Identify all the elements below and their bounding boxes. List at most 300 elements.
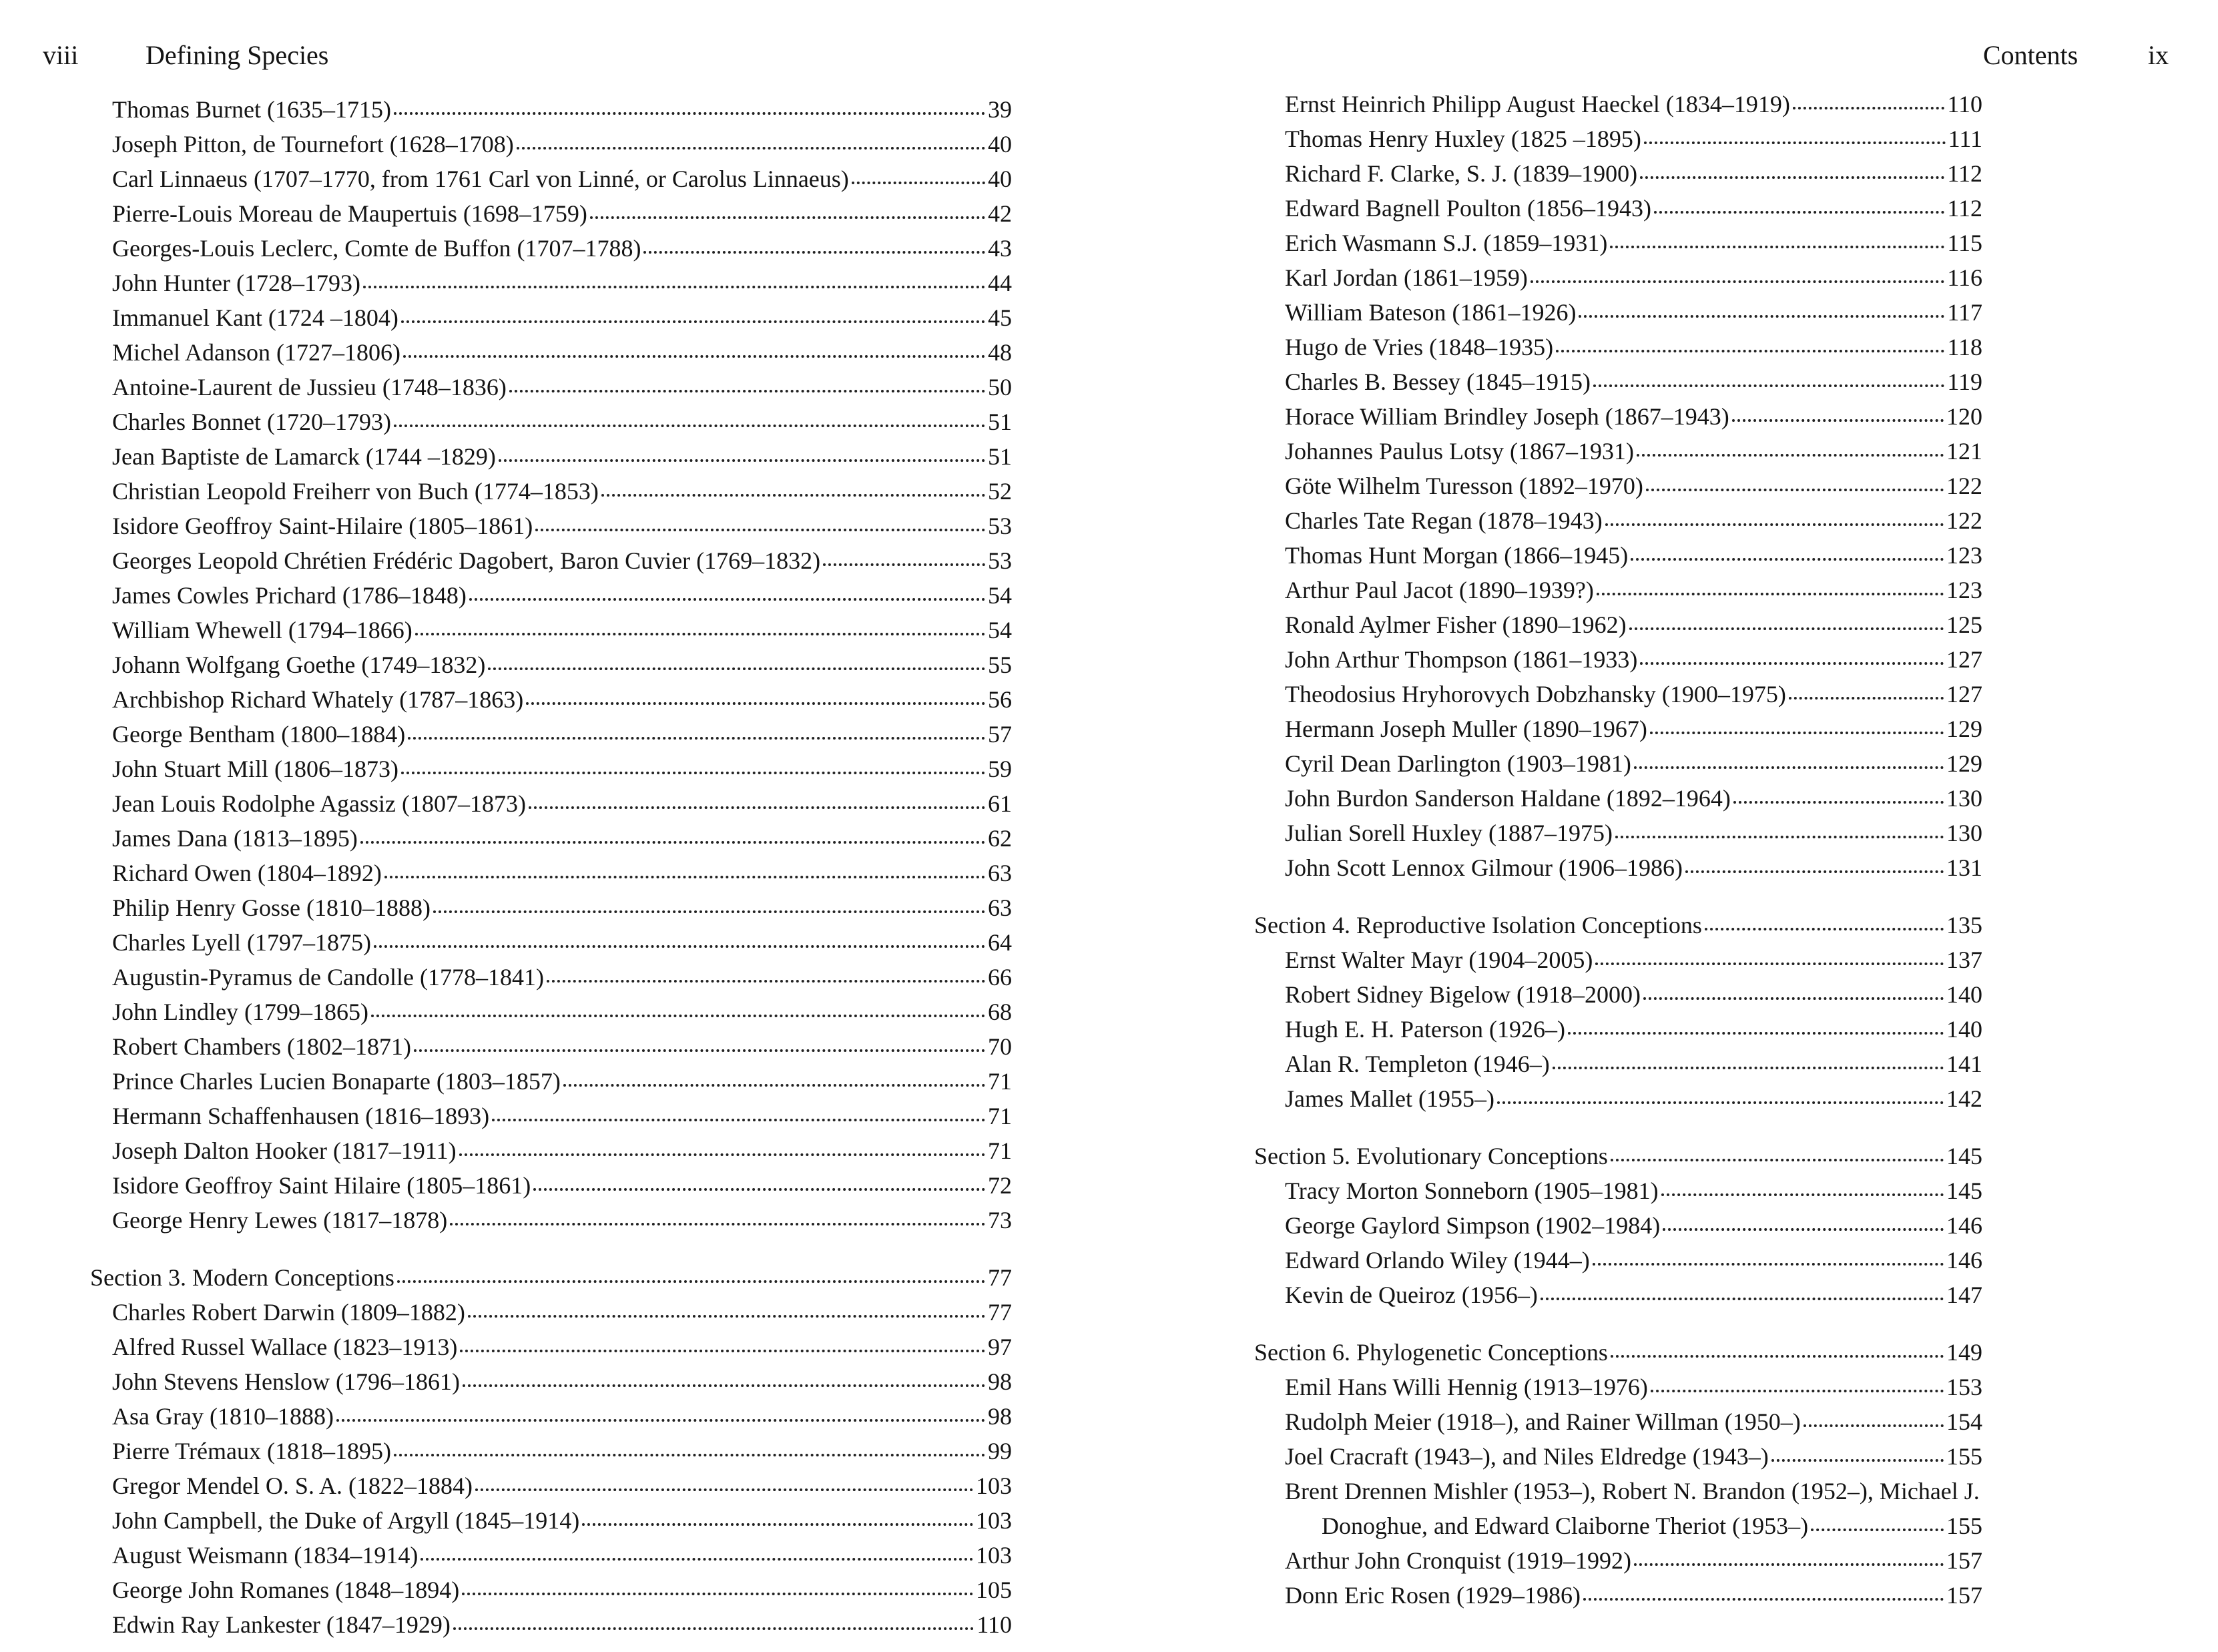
entry-title: Erich Wasmann S.J. (1859–1931): [1285, 230, 1608, 256]
running-title-right: Contents: [1983, 40, 2078, 70]
entry-page-number: 51: [988, 443, 1012, 470]
entry-page-number: 52: [988, 478, 1012, 505]
entry-title: William Bateson (1861–1926): [1285, 299, 1577, 326]
toc-entry: [0, 509, 1012, 543]
entry-page-number: 112: [1947, 195, 1982, 222]
entry-title: John Stuart Mill (1806–1873): [112, 756, 398, 782]
toc-entry: [1128, 1243, 1982, 1278]
entry-title: Joseph Dalton Hooker (1817–1911): [112, 1137, 457, 1164]
dot-leader: [1605, 509, 1944, 526]
dot-leader: [547, 965, 985, 983]
entry-title: Robert Sidney Bigelow (1918–2000): [1285, 981, 1641, 1008]
entry-title: Pierre-Louis Moreau de Maupertuis (1698–1759): [112, 200, 587, 227]
page-number-right: ix: [2148, 40, 2169, 70]
entry-page-number: 122: [1946, 507, 1982, 534]
entry-page-number: 97: [988, 1334, 1012, 1360]
entry-page-number: 56: [988, 686, 1012, 713]
toc-entry: [1128, 1370, 1982, 1404]
dot-leader: [450, 1208, 985, 1225]
dot-leader: [1644, 127, 1946, 144]
entry-page-number: 142: [1946, 1085, 1982, 1112]
toc-entry: [1128, 1173, 1982, 1208]
entry-page-number: 59: [988, 756, 1012, 782]
entry-title: John Burdon Sanderson Haldane (1892–1964): [1285, 785, 1731, 812]
toc-entry: [1128, 121, 1982, 156]
entry-title: Karl Jordan (1861–1959): [1285, 264, 1528, 291]
entry-title: John Stevens Henslow (1796–1861): [112, 1368, 460, 1395]
entry-page-number: 63: [988, 894, 1012, 921]
dot-leader: [1541, 1283, 1944, 1300]
entry-title: George Bentham (1800–1884): [112, 721, 406, 748]
entry-page-number: 140: [1946, 981, 1982, 1008]
toc-entry: [0, 1434, 1012, 1468]
dot-leader: [1771, 1444, 1944, 1462]
entry-page-number: 70: [988, 1033, 1012, 1060]
toc-entry: [0, 1503, 1012, 1538]
toc-entry: [0, 1064, 1012, 1099]
dot-leader: [414, 1035, 985, 1052]
entry-page-number: 66: [988, 964, 1012, 991]
entry-title: Theodosius Hryhorovych Dobzhansky (1900–1975): [1285, 681, 1786, 708]
toc-list-section-6b: [1128, 1543, 2218, 1613]
entry-title: Robert Chambers (1802–1871): [112, 1033, 411, 1060]
entry-page-number: 123: [1946, 542, 1982, 569]
entry-title: John Lindley (1799–1865): [112, 999, 368, 1025]
toc-entry: [1128, 816, 1982, 850]
section-gap: [0, 1237, 1095, 1260]
toc-entry: [0, 925, 1012, 960]
dot-leader: [363, 271, 985, 288]
toc-entry: [0, 995, 1012, 1029]
toc-entry: [1128, 434, 1982, 469]
dot-leader: [1651, 1375, 1944, 1392]
entry-page-number: 157: [1946, 1582, 1982, 1609]
entry-title: Emil Hans Willi Hennig (1913–1976): [1285, 1374, 1648, 1400]
entry-title: James Dana (1813–1895): [112, 825, 358, 852]
toc-entry: [1128, 330, 1982, 364]
dot-leader: [601, 479, 985, 497]
entry-title: Georges Leopold Chrétien Frédéric Dagobert, Baron Cuvier (1769–1832): [112, 547, 821, 574]
entry-page-number: 127: [1946, 646, 1982, 673]
dot-leader: [1811, 1514, 1944, 1531]
toc-entry: [1128, 712, 1982, 746]
toc-entry-mishler-line1: [1128, 1474, 1982, 1508]
toc-entry: [0, 439, 1012, 474]
toc-entry: [0, 1168, 1012, 1203]
section-title: Section 3. Modern Conceptions: [90, 1264, 394, 1291]
right-page: [1128, 0, 2218, 1652]
entry-title: Joel Cracraft (1943–), and Niles Eldredge (1943–): [1285, 1443, 1769, 1470]
dot-leader: [1793, 92, 1944, 109]
toc-entry: [0, 266, 1012, 300]
entry-title: Rudolph Meier (1918–), and Rainer Willman (1950–): [1285, 1408, 1801, 1435]
entry-title: Ronald Aylmer Fisher (1890–1962): [1285, 611, 1627, 638]
entry-title: Georges-Louis Leclerc, Comte de Buffon (1707–1788): [112, 235, 641, 262]
entry-page-number: 131: [1946, 854, 1982, 881]
entry-page-number: 130: [1946, 785, 1982, 812]
dot-leader: [1637, 439, 1944, 457]
dot-leader: [371, 1000, 985, 1017]
toc-entry: [1128, 260, 1982, 295]
entry-page-number: 98: [988, 1403, 1012, 1430]
toc-entry: [0, 404, 1012, 439]
entry-page-number: 137: [1946, 946, 1982, 973]
dot-leader: [401, 757, 985, 774]
entry-page-number: 141: [1946, 1051, 1982, 1077]
toc-entry: [1128, 1208, 1982, 1243]
entry-title: Augustin-Pyramus de Candolle (1778–1841): [112, 964, 544, 991]
entry-page-number: 129: [1946, 716, 1982, 742]
toc-entry: [1128, 399, 1982, 434]
toc-entry: [0, 786, 1012, 821]
entry-page-number: 116: [1947, 264, 1982, 291]
dot-leader: [1640, 162, 1944, 179]
entry-title: Jean Baptiste de Lamarck (1744 –1829): [112, 443, 496, 470]
dot-leader: [415, 618, 985, 635]
entry-page-number: 72: [988, 1172, 1012, 1199]
entry-page-number: 63: [988, 860, 1012, 886]
entry-title: James Mallet (1955–): [1285, 1085, 1494, 1112]
toc-right: [1128, 87, 2218, 1613]
entry-page-number: 55: [988, 651, 1012, 678]
toc-entry: [0, 1538, 1012, 1573]
dot-leader: [384, 861, 985, 878]
entry-title: Göte Wilhelm Turesson (1892–1970): [1285, 473, 1643, 499]
entry-page-number: 54: [988, 582, 1012, 609]
dot-leader: [1634, 1549, 1944, 1566]
entry-page-number: 99: [988, 1438, 1012, 1464]
entry-page-number: 61: [988, 790, 1012, 817]
entry-title: George John Romanes (1848–1894): [112, 1577, 460, 1603]
entry-page-number: 71: [988, 1103, 1012, 1129]
entry-title: Hugh E. H. Paterson (1926–): [1285, 1016, 1565, 1043]
dot-leader: [475, 1474, 973, 1491]
dot-leader: [1556, 335, 1944, 352]
dot-leader: [1804, 1410, 1944, 1427]
toc-list-left: [0, 92, 1095, 1237]
dot-leader: [1663, 1213, 1944, 1231]
toc-entry: [1128, 573, 1982, 607]
toc-entry: [0, 300, 1012, 335]
entry-title: Cyril Dean Darlington (1903–1981): [1285, 750, 1631, 777]
entry-title: Richard Owen (1804–1892): [112, 860, 382, 886]
dot-leader: [1583, 1583, 1944, 1601]
entry-page-number: 110: [977, 1611, 1012, 1638]
entry-page-number: 117: [1947, 299, 1982, 326]
dot-leader: [1579, 300, 1944, 318]
dot-leader: [1629, 613, 1944, 630]
entry-page-number: 155: [1946, 1443, 1982, 1470]
entry-title: Antoine-Laurent de Jussieu (1748–1836): [112, 374, 507, 400]
dot-leader: [1497, 1087, 1944, 1104]
entry-title: Philip Henry Gosse (1810–1888): [112, 894, 431, 921]
entry-title: Johann Wolfgang Goethe (1749–1832): [112, 651, 486, 678]
toc-entry: [1128, 87, 1982, 121]
entry-title: Archbishop Richard Whately (1787–1863): [112, 686, 524, 713]
entry-title: Christian Leopold Freiherr von Buch (1774–1853): [112, 478, 599, 505]
section-gap: [1128, 885, 2218, 908]
entry-title: Donoghue, and Edward Claiborne Theriot (1953–): [1322, 1512, 1809, 1539]
toc-entry: [0, 821, 1012, 856]
toc-entry: [1128, 538, 1982, 573]
dot-leader: [499, 445, 985, 462]
entry-title: Ernst Walter Mayr (1904–2005): [1285, 946, 1593, 973]
entry-page-number: 77: [988, 1299, 1012, 1326]
section-title: Section 5. Evolutionary Conceptions: [1254, 1143, 1608, 1169]
dot-leader: [408, 722, 985, 740]
entry-page-number: 121: [1946, 438, 1982, 465]
toc-entry: [1128, 942, 1982, 977]
section-heading-4: [1128, 908, 1982, 942]
dot-leader: [394, 1439, 985, 1456]
entry-title: Hermann Schaffenhausen (1816–1893): [112, 1103, 490, 1129]
entry-page-number: 44: [988, 270, 1012, 296]
entry-title: Tracy Morton Sonneborn (1905–1981): [1285, 1177, 1659, 1204]
dot-leader: [1531, 266, 1944, 283]
entry-page-number: 127: [1946, 681, 1982, 708]
entry-title: Edward Orlando Wiley (1944–): [1285, 1247, 1590, 1274]
dot-leader: [468, 1300, 985, 1318]
entry-title: Immanuel Kant (1724 –1804): [112, 304, 398, 331]
entry-title: Brent Drennen Mishler (1953–), Robert N. Brandon (1952–), Michael J.: [1285, 1478, 1980, 1504]
toc-entry: [0, 1364, 1012, 1399]
toc-entry: [0, 162, 1012, 196]
entry-page-number: 103: [976, 1472, 1012, 1499]
entry-title: Joseph Pitton, de Tournefort (1628–1708): [112, 131, 514, 158]
toc-entry: [1128, 1081, 1982, 1116]
entry-page-number: 155: [1946, 1512, 1982, 1539]
entry-title: Donn Eric Rosen (1929–1986): [1285, 1582, 1581, 1609]
dot-leader: [1685, 856, 1944, 873]
toc-entry: [0, 647, 1012, 682]
entry-page-number: 140: [1946, 1016, 1982, 1043]
section-heading-5: [1128, 1139, 1982, 1173]
toc-entry: [0, 1573, 1012, 1607]
section-page-number: 145: [1946, 1143, 1982, 1169]
entry-page-number: 123: [1946, 577, 1982, 603]
entry-page-number: 130: [1946, 820, 1982, 846]
entry-page-number: 50: [988, 374, 1012, 400]
dot-leader: [643, 236, 985, 254]
toc-list-section-6a: [1128, 1370, 2218, 1474]
entry-title: Thomas Burnet (1635–1715): [112, 96, 391, 123]
toc-entry: [1128, 1278, 1982, 1312]
dot-leader: [1705, 913, 1944, 930]
toc-entry: [0, 1203, 1012, 1237]
section-gap: [1128, 1116, 2218, 1139]
dot-leader: [1634, 752, 1944, 769]
entry-title: William Whewell (1794–1866): [112, 617, 412, 643]
entry-title: August Weismann (1834–1914): [112, 1542, 419, 1569]
toc-left: [0, 92, 1095, 1642]
toc-entry: [1128, 1012, 1982, 1047]
dot-leader: [462, 1578, 973, 1595]
entry-title: Isidore Geoffroy Saint Hilaire (1805–1861): [112, 1172, 531, 1199]
entry-page-number: 68: [988, 999, 1012, 1025]
toc-entry: [0, 682, 1012, 717]
entry-title: Charles Lyell (1797–1875): [112, 929, 371, 956]
toc-entry: [1128, 607, 1982, 642]
dot-leader: [1611, 1340, 1944, 1358]
entry-page-number: 53: [988, 513, 1012, 539]
dot-leader: [517, 132, 985, 150]
entry-title: James Cowles Prichard (1786–1848): [112, 582, 467, 609]
dot-leader: [1568, 1017, 1944, 1035]
entry-page-number: 120: [1946, 403, 1982, 430]
toc-entry: [1128, 977, 1982, 1012]
section-page-number: 149: [1946, 1339, 1982, 1366]
toc-entry: [0, 717, 1012, 752]
dot-leader: [469, 583, 985, 601]
entry-page-number: 122: [1946, 473, 1982, 499]
dot-leader: [582, 1508, 973, 1526]
toc-list-right: [1128, 87, 2218, 885]
dot-leader: [533, 1173, 985, 1191]
toc-entry: [0, 543, 1012, 578]
entry-page-number: 64: [988, 929, 1012, 956]
toc-entry: [0, 127, 1012, 162]
toc-entry: [1128, 503, 1982, 538]
dot-leader: [1611, 1144, 1944, 1161]
entry-title: Charles Bonnet (1720–1793): [112, 408, 391, 435]
entry-page-number: 39: [988, 96, 1012, 123]
toc-entry: [1128, 1543, 1982, 1578]
dot-leader: [1631, 543, 1944, 561]
entry-page-number: 40: [988, 166, 1012, 192]
toc-entry: [1128, 469, 1982, 503]
toc-entry: [0, 92, 1012, 127]
entry-title: Hermann Joseph Muller (1890–1967): [1285, 716, 1647, 742]
toc-entry: [0, 231, 1012, 266]
dot-leader: [394, 410, 985, 427]
toc-list-section-4: [1128, 942, 2218, 1116]
dot-leader: [1661, 1179, 1944, 1196]
section-page-number: 135: [1946, 912, 1982, 938]
entry-title: Isidore Geoffroy Saint-Hilaire (1805–1861): [112, 513, 533, 539]
entry-title: Kevin de Queiroz (1956–): [1285, 1282, 1538, 1308]
entry-page-number: 119: [1947, 368, 1982, 395]
entry-title: John Hunter (1728–1793): [112, 270, 360, 296]
section-heading-6: [1128, 1335, 1982, 1370]
entry-title: Jean Louis Rodolphe Agassiz (1807–1873): [112, 790, 526, 817]
section-title: Section 4. Reproductive Isolation Conceptions: [1254, 912, 1702, 938]
entry-title: Charles Tate Regan (1878–1943): [1285, 507, 1603, 534]
toc-entry: [0, 890, 1012, 925]
dot-leader: [492, 1104, 985, 1121]
entry-page-number: 157: [1946, 1547, 1982, 1574]
entry-title: Richard F. Clarke, S. J. (1839–1900): [1285, 160, 1638, 187]
dot-leader: [535, 514, 985, 531]
entry-page-number: 98: [988, 1368, 1012, 1395]
dot-leader: [397, 1266, 985, 1283]
toc-entry: [0, 335, 1012, 370]
entry-page-number: 118: [1947, 334, 1982, 360]
entry-title: John Campbell, the Duke of Argyll (1845–1914): [112, 1507, 580, 1534]
toc-entry: [0, 960, 1012, 995]
dot-leader: [1733, 786, 1944, 804]
toc-entry: [1128, 850, 1982, 885]
dot-leader: [1650, 717, 1944, 734]
toc-entry: [0, 474, 1012, 509]
entry-page-number: 111: [1948, 125, 1982, 152]
toc-list-section-3: [0, 1295, 1095, 1642]
dot-leader: [526, 687, 985, 705]
entry-title: Horace William Brindley Joseph (1867–1943): [1285, 403, 1729, 430]
left-page: [0, 0, 1095, 1652]
entry-title: Arthur Paul Jacot (1890–1939?): [1285, 577, 1594, 603]
toc-entry: [0, 578, 1012, 613]
dot-leader: [1610, 231, 1944, 248]
entry-page-number: 45: [988, 304, 1012, 331]
entry-title: Carl Linnaeus (1707–1770, from 1761 Carl von Linné, or Carolus Linnaeus): [112, 166, 849, 192]
entry-title: Edwin Ray Lankester (1847–1929): [112, 1611, 451, 1638]
dot-leader: [374, 930, 985, 948]
toc-entry: [0, 1029, 1012, 1064]
entry-page-number: 43: [988, 235, 1012, 262]
dot-leader: [529, 792, 985, 809]
entry-page-number: 154: [1946, 1408, 1982, 1435]
entry-page-number: 146: [1946, 1247, 1982, 1274]
dot-leader: [1593, 370, 1944, 387]
entry-page-number: 51: [988, 408, 1012, 435]
entry-title: Alan R. Templeton (1946–): [1285, 1051, 1550, 1077]
dot-leader: [463, 1370, 985, 1387]
dot-leader: [460, 1335, 985, 1352]
entry-title: Julian Sorell Huxley (1887–1975): [1285, 820, 1613, 846]
entry-title: Gregor Mendel O. S. A. (1822–1884): [112, 1472, 473, 1499]
entry-page-number: 147: [1946, 1282, 1982, 1308]
dot-leader: [1595, 948, 1944, 965]
entry-title: Edward Bagnell Poulton (1856–1943): [1285, 195, 1651, 222]
entry-page-number: 71: [988, 1068, 1012, 1095]
entry-title: George Gaylord Simpson (1902–1984): [1285, 1212, 1661, 1239]
toc-entry: [0, 1099, 1012, 1133]
toc-entry: [0, 196, 1012, 231]
toc-entry: [1128, 1047, 1982, 1081]
entry-title: Asa Gray (1810–1888): [112, 1403, 334, 1430]
dot-leader: [1597, 578, 1944, 595]
toc-entry: [0, 1607, 1012, 1642]
section-gap: [1128, 1312, 2218, 1335]
toc-entry: [1128, 1404, 1982, 1439]
section-page-number: 77: [988, 1264, 1012, 1291]
dot-leader: [1732, 404, 1944, 422]
toc-entry: [1128, 781, 1982, 816]
dot-leader: [1615, 821, 1944, 838]
toc-entry: [0, 1399, 1012, 1434]
dot-leader: [403, 340, 985, 358]
toc-entry: [1128, 364, 1982, 399]
toc-entry: [0, 1330, 1012, 1364]
entry-title: Hugo de Vries (1848–1935): [1285, 334, 1554, 360]
section-heading-3: [0, 1260, 1012, 1295]
toc-entry: [1128, 746, 1982, 781]
entry-title: Arthur John Cronquist (1919–1992): [1285, 1547, 1631, 1574]
entry-page-number: 153: [1946, 1374, 1982, 1400]
entry-title: Thomas Hunt Morgan (1866–1945): [1285, 542, 1629, 569]
dot-leader: [1789, 682, 1944, 700]
toc-list-section-5: [1128, 1173, 2218, 1312]
toc-entry: [0, 1295, 1012, 1330]
dot-leader: [563, 1069, 985, 1087]
toc-entry: [0, 856, 1012, 890]
dot-leader: [1646, 474, 1944, 491]
entry-title: John Scott Lennox Gilmour (1906–1986): [1285, 854, 1683, 881]
toc-entry-mishler-line2: [1128, 1508, 1982, 1543]
dot-leader: [852, 167, 985, 184]
dot-leader: [401, 306, 985, 323]
toc-entry: [0, 370, 1012, 404]
